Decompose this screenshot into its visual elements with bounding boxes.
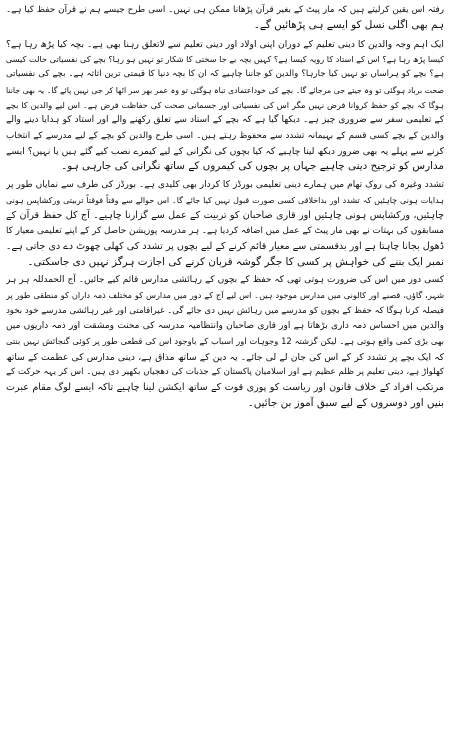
- text-line: صحت برباد ہوگئی تو وہ جیتے جی مرجائے گا۔ بچے کی خوداعتمادی تباہ ہوگئی تو وہ عمر بھر سر اٹھا کر جی نہیں پائے گا۔ یہ بھی جاننا: [6, 85, 444, 95]
- paragraph-2: [6, 37, 444, 175]
- text-line: کھلواڑ ہے، دینی تعلیم پر ظلم عظیم ہے اور اسلامیان پاکستان کے جذبات کی دھجیاں بکھیر دی ہیں۔ اس کر یہہ حرکت کے: [6, 366, 444, 377]
- text-line: نمبر ایک بننے کی خواہش پر کسی کا جگر گوشہ قربان کرنے کی اجازت ہرگز نہیں دی جاسکتی۔: [27, 255, 444, 268]
- text-line: چاہئیں، ورکشاپس ہونی چاہئیں اور قاری صاحبان کو تربیت کے عمل سے گزارنا چاہیے۔ آج کل حفظ قرآن کے: [6, 210, 444, 222]
- article-page: [6, 3, 444, 733]
- text-line: مرتکب افراد کے خلاف قانون اور ریاست کو پوری قوت کے ساتھ ایکشن لینا چاہیے تاکہ ایسے لوگ مقام عبرت: [6, 382, 444, 394]
- text-line: تشدد وغیرہ کی روک تھام میں ہمارے دینی تعلیمی بورڈز کا کردار بھی کلیدی ہے۔ بورڈز کی طرف سے نمایاں طور پر: [6, 179, 444, 190]
- text-line: رفتہ اس یقین کرلیتے ہیں کہ مار پیٹ کے بغیر قرآن پڑھانا ممکن ہی نہیں۔ اسی طرح جیسے ہم نے قرآن حفظ کیا ہے۔: [6, 5, 444, 15]
- paragraph-3: [6, 178, 444, 270]
- text-line: کسی دور میں اس کی ضرورت ہوتی تھی کہ حفظ کے بچوں کے رہائشی مدارس قائم کیے جائیں۔ آج الحمدللہ ہر ہر: [6, 274, 444, 285]
- text-line: مدارس کو ترجیح دینی چاہیے جہاں پر بچوں کی کیمروں کے ساتھ نگرانی کی جارہی ہو۔: [61, 160, 444, 173]
- text-line: کہ ایک بچے پر تشدد کر کے اس کی جان لے لی جائے۔ یہ دین کے ساتھ مذاق ہے، دینی مدارس کی عظمت کے ساتھ: [6, 351, 444, 363]
- text-line: شہر، گاؤں، قصبے اور کالونی میں مدارس موجود ہیں۔ اس لیے آج کے دور میں مدارس کو مختلف ذمہ داران کو منطقی طور پر: [6, 290, 444, 301]
- text-line: والدین کے بچے کسی قسم کے بہیمانہ تشدد سے محفوظ رہتے ہیں۔ اسی طرح والدین کو بچے کے لیے مدرسے کے انتخاب: [6, 130, 444, 141]
- text-line: ہوگا کہ بچے کو حفظ کروانا فرض نہیں مگر اس کی نفسیاتی اور جسمانی صحت کی حفاظت فرض ہے۔ اس لیے والدین کا بچے: [6, 100, 444, 111]
- paragraph-4: [6, 273, 444, 411]
- text-line: ایک اہم وجہ والدین کا دینی تعلیم کے دوران اپنی اولاد اور دینی تعلیم سے لاتعلق رہنا بھی ہے۔ بچہ کیا پڑھ رہا ہے؟: [6, 38, 444, 50]
- text-line: ڈھول بجانا چاہتا ہے اور بدقسمتی سے معیار قائم کرنے کے لیے بچوں پر تشدد کی کھلی چھوٹ دے دی جاتی ہے۔: [6, 241, 444, 253]
- text-line: مسابقوں کی بہتات نے بھی مار پیٹ کے عمل میں اضافہ کردیا ہے۔ ہر مدرسہ پوزیشن حاصل کر کے اپنے تعلیمی معیار کا: [6, 225, 444, 236]
- paragraph-1: [6, 3, 444, 34]
- text-line: کے تعلیمی سفر سے ضروری چیز ہے۔ دیکھا گیا ہے کہ بچے کے استاد سے تعلق رکھنے والے اور استاد کو ہدایا دینے والے: [6, 115, 444, 126]
- text-line: ہدایات ہونی چاہئیں کہ تشدد اور بداخلاقی کسی صورت قبول نہیں کیا جائے گا۔ اس حوالے سے وقتاً فوقتاً تربیتی ورکشاپس ہونی: [6, 196, 444, 206]
- text-line: بھی بڑی کمی واقع ہوتی ہے۔ لیکن گزشتہ 12 وجوہات اور اسباب کے باوجود اس کی قطعی طور پر کوئی گنجائش نہیں بنتی: [6, 336, 444, 347]
- text-line: والدین میں احساس ذمہ داری بڑھاتا ہے اور قاری صاحبان وانتظامیہ مدرسہ کی محنت ومشقت اور ذمہ داریوں میں: [6, 320, 444, 331]
- text-line: کیسا پڑھ رہا ہے؟ اس کے استاد کا رویہ کیسا ہے؟ کہیں بچہ بے جا سختی کا شکار تو نہیں ہو رہا؟ بچے کی نفسیاتی حالت کیسی: [6, 54, 444, 65]
- text-line: ہے؟ بچے کو ہراساں تو نہیں کیا جارہا؟ والدین کو جاننا چاہیے کہ ان کا بچہ دنیا کا قیمتی ترین اثاثہ ہے۔ بچے کی نفسیاتی: [6, 69, 444, 80]
- text-line: بنیں اور دوسروں کے لیے سبق آموز بن جائیں۔: [247, 396, 444, 409]
- text-line: ہم بھی اگلی نسل کو ایسے ہی پڑھائیں گے۔: [253, 19, 444, 32]
- text-line: کرنے سے پہلے یہ بھی ضرور دیکھ لینا چاہیے کہ کیا بچوں کی نگرانی کے لیے کیمرے نصب کیے گئے ہیں یا نہیں؟ ایسے: [6, 146, 444, 158]
- text-line: فیصلہ کرنا ہوگا کہ حفظ کے بچوں کو مدرسے میں رہائش نہیں دی جائے گی۔ غیراقامتی اور غیر رہائشی مدرسے خود بخود: [6, 305, 444, 316]
